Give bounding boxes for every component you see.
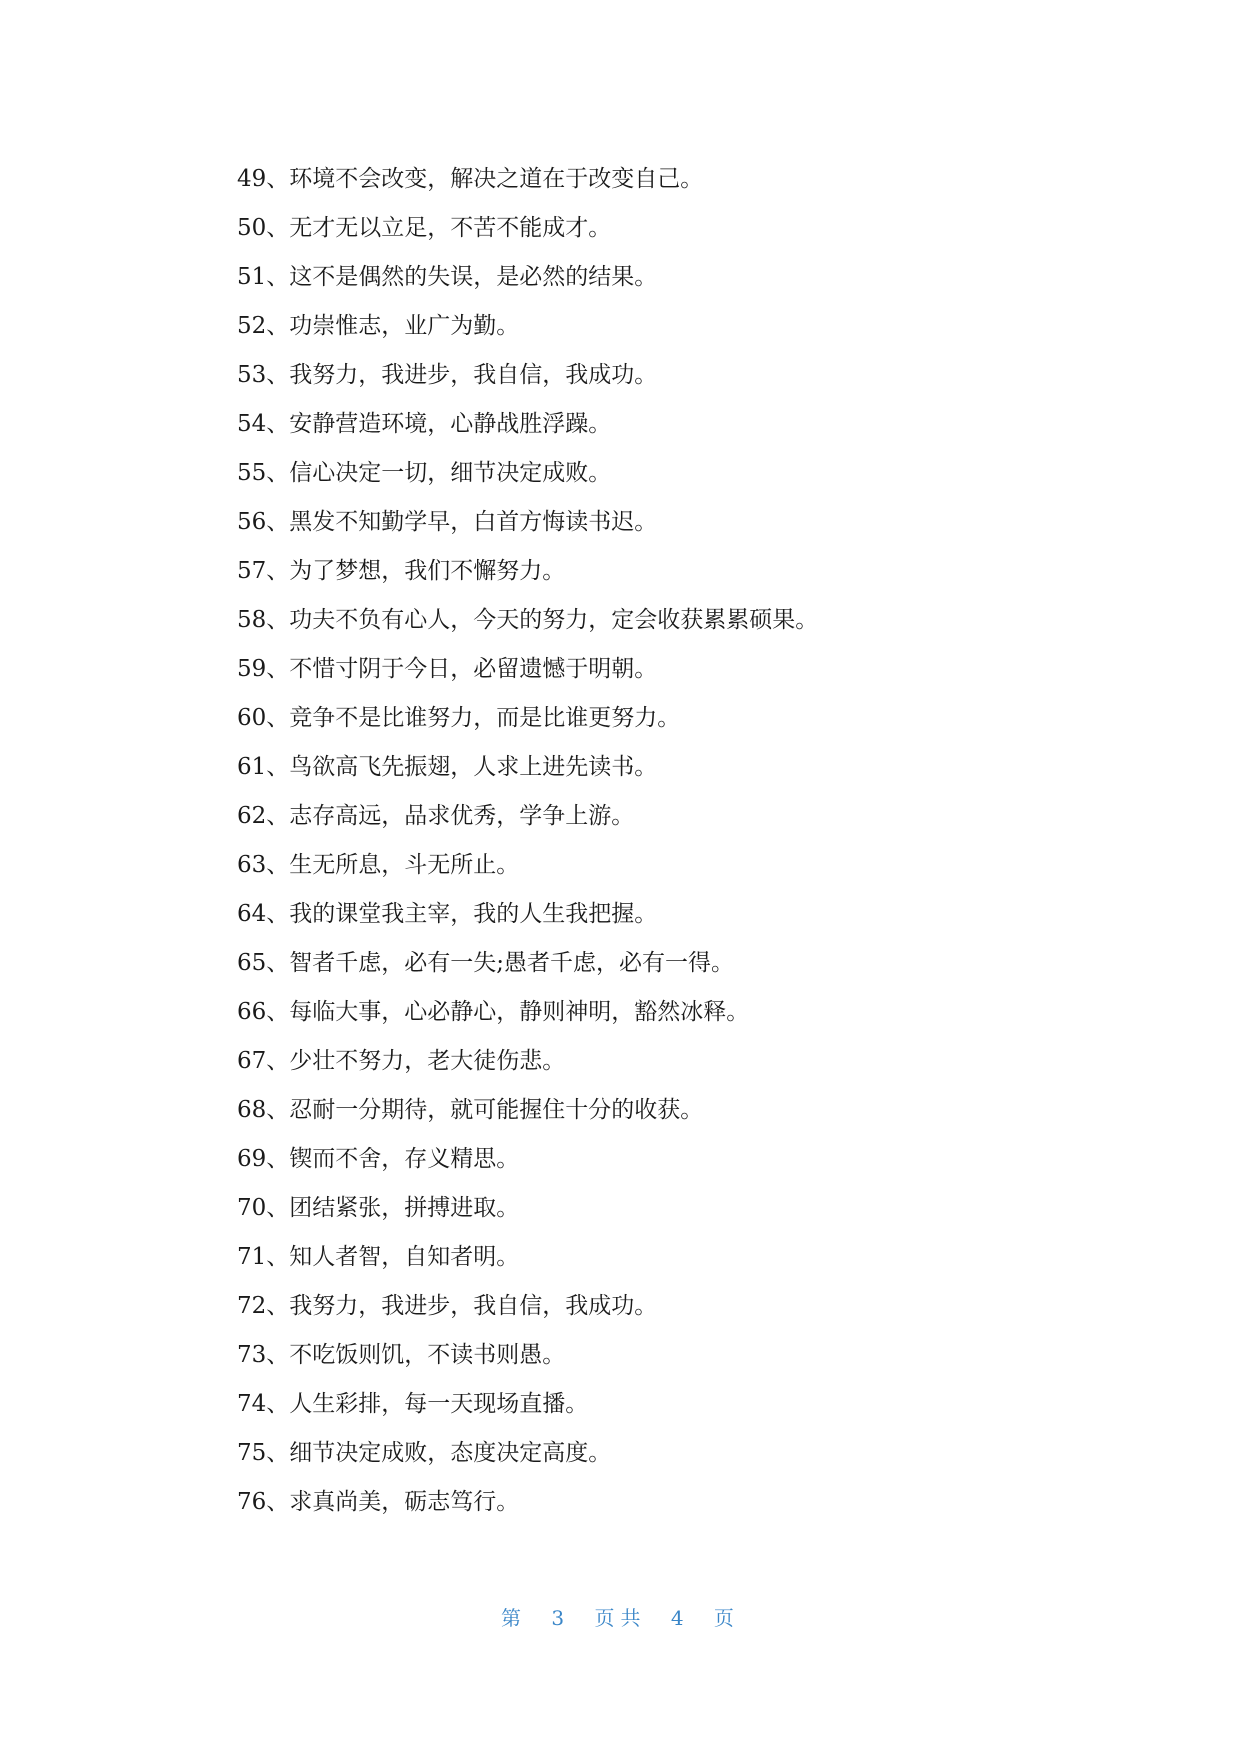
list-item: 60、竞争不是比谁努力，而是比谁更努力。 — [237, 705, 681, 731]
list-item: 50、无才无以立足，不苦不能成才。 — [237, 215, 612, 241]
list-item: 66、每临大事，心必静心，静则神明，豁然冰释。 — [237, 999, 750, 1025]
list-item: 59、不惜寸阴于今日，必留遗憾于明朝。 — [237, 656, 658, 682]
list-item: 75、细节决定成败，态度决定高度。 — [237, 1440, 612, 1466]
list-item: 67、少壮不努力，老大徒伤悲。 — [237, 1048, 566, 1074]
quote-list — [237, 155, 1137, 1527]
list-item: 61、鸟欲高飞先振翅，人求上进先读书。 — [237, 754, 658, 780]
list-item: 57、为了梦想，我们不懈努力。 — [237, 558, 566, 584]
list-item: 76、求真尚美，砺志笃行。 — [237, 1489, 520, 1515]
list-item: 71、知人者智，自知者明。 — [237, 1244, 520, 1270]
list-item: 58、功夫不负有心人，今天的努力，定会收获累累硕果。 — [237, 607, 819, 633]
list-item: 51、这不是偶然的失误，是必然的结果。 — [237, 264, 658, 290]
list-item: 65、智者千虑，必有一失;愚者千虑，必有一得。 — [237, 950, 735, 976]
list-item: 54、安静营造环境，心静战胜浮躁。 — [237, 411, 612, 437]
list-item: 53、我努力，我进步，我自信，我成功。 — [237, 362, 658, 388]
list-item: 73、不吃饭则饥，不读书则愚。 — [237, 1342, 566, 1368]
list-item: 52、功崇惟志，业广为勤。 — [237, 313, 520, 339]
page-number-footer: 第 3 页共 4 页 — [501, 1606, 740, 1630]
list-item: 74、人生彩排，每一天现场直播。 — [237, 1391, 589, 1417]
list-item: 56、黑发不知勤学早，白首方悔读书迟。 — [237, 509, 658, 535]
list-item: 63、生无所息，斗无所止。 — [237, 852, 520, 878]
list-item: 70、团结紧张，拼搏进取。 — [237, 1195, 520, 1221]
list-item: 55、信心决定一切，细节决定成败。 — [237, 460, 612, 486]
list-item: 69、锲而不舍，存义精思。 — [237, 1146, 520, 1172]
list-item: 62、志存高远，品求优秀，学争上游。 — [237, 803, 635, 829]
list-item: 68、忍耐一分期待，就可能握住十分的收获。 — [237, 1097, 704, 1123]
list-item: 64、我的课堂我主宰，我的人生我把握。 — [237, 901, 658, 927]
list-item: 49、环境不会改变，解决之道在于改变自己。 — [237, 166, 704, 192]
list-item: 72、我努力，我进步，我自信，我成功。 — [237, 1293, 658, 1319]
